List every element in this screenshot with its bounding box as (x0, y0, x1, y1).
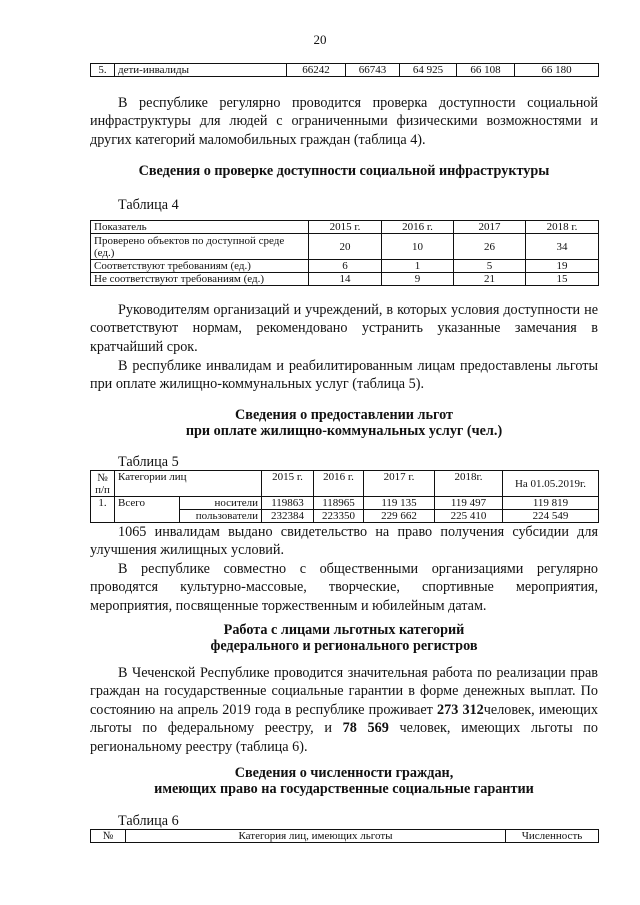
column-header: Численность (506, 830, 599, 843)
table-cell: Всего (115, 497, 180, 523)
table-cell: Соответствуют требованиям (ед.) (91, 260, 309, 273)
table-cell: 66743 (346, 64, 400, 77)
table-cell: 223350 (314, 510, 364, 523)
table-cell: 225 410 (435, 510, 503, 523)
paragraph-housing-benefits: В республике инвалидам и реабилитированным лицам предоставлены льготы при оплате жилищно-коммунальных услуг (таблица 5). (90, 358, 598, 393)
table-cell: 6 (309, 260, 382, 273)
table-cell: Проверено объектов по доступной среде (ед.) (91, 234, 309, 260)
table-5 (90, 470, 599, 523)
table-header-row (91, 221, 599, 234)
table-cell: пользователи (180, 510, 262, 523)
table-cell: 5. (91, 64, 115, 77)
table-cell: 232384 (262, 510, 314, 523)
heading-registries-line2: федерального и регионального регистров (210, 638, 478, 654)
table-row (91, 260, 599, 273)
column-header: Показатель (91, 221, 309, 234)
table-6 (90, 829, 599, 843)
heading-benefits-line1: Сведения о предоставлении льгот (235, 407, 453, 423)
table4-caption: Таблица 4 (118, 197, 179, 213)
table-cell: 66242 (287, 64, 346, 77)
table-cell: 14 (309, 273, 382, 286)
table-cell: 20 (309, 234, 382, 260)
paragraph-chechen-republic: В Чеченской Республике проводится значительная работа по реализации прав граждан на государственные социальные гарантии в форме денежных выплат. По состоянию на апрель 2019 года в республике проживает 273 312человек, имеющих льготы по федеральному реестру, и 78 569 человек, имеющих льготы по региональному реестру (таблица 6). (90, 665, 598, 755)
table-cell: 15 (526, 273, 599, 286)
column-header: 2017 (454, 221, 526, 234)
heading-citizens-line2: имеющих право на государственные социальные гарантии (154, 781, 534, 797)
table-cell: 64 925 (400, 64, 457, 77)
paragraph-subsidy: 1065 инвалидам выдано свидетельство на право получения субсидии для улучшения жилищных условий. (90, 524, 598, 559)
regional-count: 78 569 (342, 720, 389, 737)
column-header: 2015 г. (309, 221, 382, 234)
table-cell: носители (180, 497, 262, 510)
table-cell: 66 108 (457, 64, 515, 77)
column-header: На 01.05.2019г. (503, 471, 599, 497)
table-cell: 1. (91, 497, 115, 523)
federal-count: 273 312 (437, 701, 484, 718)
table-cell: 66 180 (515, 64, 599, 77)
table-cell: 224 549 (503, 510, 599, 523)
table-cell: 26 (454, 234, 526, 260)
paragraph-events: В республике совместно с общественными организациями регулярно проводятся культурно-массовые, творческие, спортивные мероприятия, мероприятия, посвященные торжественным и юбилейным датам. (90, 561, 598, 614)
column-header: № (91, 830, 126, 843)
table-cell: 119 135 (364, 497, 435, 510)
table-cell: 34 (526, 234, 599, 260)
table-row (91, 64, 599, 77)
table-cell: 21 (454, 273, 526, 286)
heading-accessibility: Сведения о проверке доступности социальной инфраструктуры (138, 163, 550, 179)
table6-caption: Таблица 6 (118, 813, 179, 829)
table-cell: 119 497 (435, 497, 503, 510)
heading-benefits-line2: при оплате жилищно-коммунальных услуг (чел.) (185, 423, 503, 439)
table-header-row (91, 471, 599, 497)
column-header: 2015 г. (262, 471, 314, 497)
heading-registries-line1: Работа с лицами льготных категорий (223, 622, 465, 638)
column-header: Категория лиц, имеющих льготы (126, 830, 506, 843)
table-cell: 229 662 (364, 510, 435, 523)
table-cell: 19 (526, 260, 599, 273)
column-header: 2017 г. (364, 471, 435, 497)
table-row (91, 234, 599, 260)
table-cell: 9 (382, 273, 454, 286)
paragraph-recommendations: Руководителям организаций и учреждений, в которых условия доступности не соответствуют нормам, рекомендовано устранить указанные замечания в кратчайший срок. (90, 302, 598, 355)
table-row (91, 497, 599, 510)
table-cell: 1 (382, 260, 454, 273)
heading-citizens-line1: Сведения о численности граждан, (234, 765, 454, 781)
column-header: 2018 г. (526, 221, 599, 234)
column-header: 2016 г. (382, 221, 454, 234)
column-header: Категории лиц (115, 471, 262, 497)
table-cell: 118965 (314, 497, 364, 510)
table-cell: дети-инвалиды (115, 64, 287, 77)
page-number: 20 (313, 32, 327, 47)
table-cell: Не соответствуют требованиям (ед.) (91, 273, 309, 286)
table-header-row (91, 830, 599, 843)
table-cell: 5 (454, 260, 526, 273)
column-header: 2018г. (435, 471, 503, 497)
paragraph-accessibility-check: В республике регулярно проводится проверка доступности социальной инфраструктуры для людей с ограниченными физическими возможностями и других категорий маломобильных граждан (таблица 4). (90, 95, 598, 148)
table-cell: 10 (382, 234, 454, 260)
column-header: № п/п (91, 471, 115, 497)
table5-caption: Таблица 5 (118, 454, 179, 470)
table-4 (90, 220, 599, 286)
top-table (90, 63, 599, 77)
column-header: 2016 г. (314, 471, 364, 497)
table-row (91, 273, 599, 286)
table-cell: 119 819 (503, 497, 599, 510)
table-cell: 119863 (262, 497, 314, 510)
